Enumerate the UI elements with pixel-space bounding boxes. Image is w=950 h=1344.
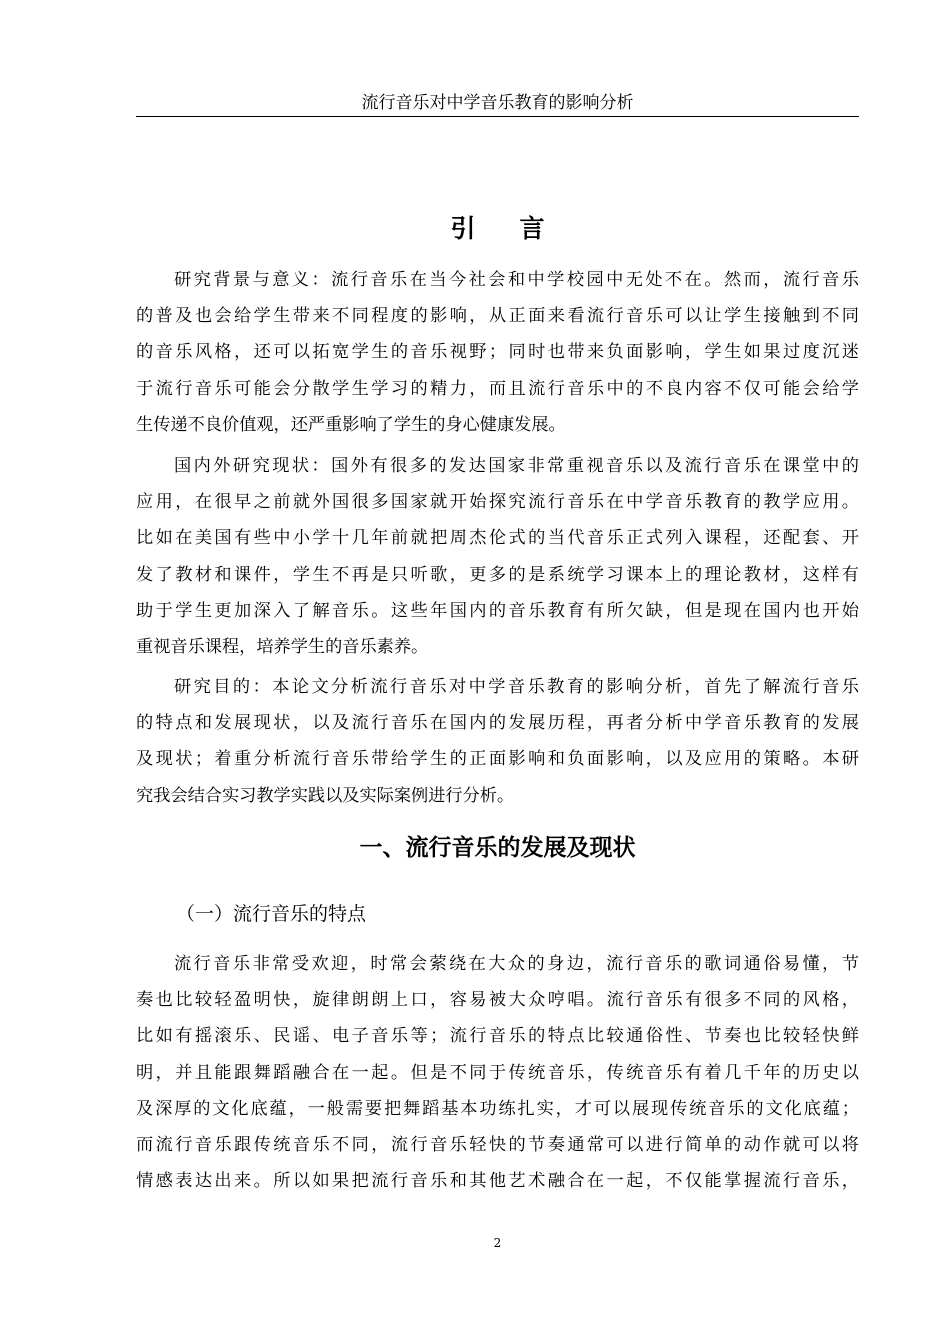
- paragraph-line: 应用，在很早之前就外国很多国家就开始探究流行音乐在中学音乐教育的教学应用。: [136, 492, 859, 513]
- paragraph-line: 奏也比较轻盈明快，旋律朗朗上口，容易被大众哼唱。流行音乐有很多不同的风格，: [136, 990, 859, 1011]
- paragraph-line: 发了教材和课件，学生不再是只听歌，更多的是系统学习课本上的理论教材，这样有: [136, 564, 859, 585]
- paragraph-line: 比如有摇滚乐、民谣、电子音乐等；流行音乐的特点比较通俗性、节奏也比较轻快鲜: [136, 1026, 859, 1047]
- paragraph-line: 于流行音乐可能会分散学生学习的精力，而且流行音乐中的不良内容不仅可能会给学: [136, 378, 859, 399]
- chapter-title: 一、流行音乐的发展及现状: [359, 835, 636, 861]
- paragraph-line: 研究目的：本论文分析流行音乐对中学音乐教育的影响分析，首先了解流行音乐: [174, 677, 859, 697]
- paragraph-line: 助于学生更加深入了解音乐。这些年国内的音乐教育有所欠缺，但是现在国内也开始: [136, 600, 859, 621]
- paragraph-line: 生传递不良价值观，还严重影响了学生的身心健康发展。: [136, 414, 566, 435]
- intro-paragraph-research-status: [136, 448, 859, 665]
- section-title: （一）流行音乐的特点: [176, 903, 367, 925]
- running-header: 流行音乐对中学音乐教育的影响分析: [136, 90, 859, 117]
- intro-paragraph-purpose: [136, 669, 859, 814]
- paragraph-line: 的特点和发展现状，以及流行音乐在国内的发展历程，再者分析中学音乐教育的发展: [136, 713, 859, 734]
- paragraph-line: 究我会结合实习教学实践以及实际案例进行分析。: [136, 785, 515, 806]
- paragraph-line: 而流行音乐跟传统音乐不同，流行音乐轻快的节奏通常可以进行简单的动作就可以将: [136, 1134, 859, 1155]
- paragraph-line: 重视音乐课程，培养学生的音乐素养。: [136, 636, 429, 657]
- paragraph-line: 及现状；着重分析流行音乐带给学生的正面影响和负面影响，以及应用的策略。本研: [136, 749, 859, 770]
- paragraph-line: 研究背景与意义：流行音乐在当今社会和中学校园中无处不在。然而，流行音乐: [174, 270, 859, 290]
- paragraph-line: 及深厚的文化底蕴，一般需要把舞蹈基本功练扎实，才可以展现传统音乐的文化底蕴；: [136, 1098, 859, 1119]
- paragraph-line: 情感表达出来。所以如果把流行音乐和其他艺术融合在一起，不仅能掌握流行音乐，: [136, 1171, 859, 1192]
- paragraph-line: 国内外研究现状：国外有很多的发达国家非常重视音乐以及流行音乐在课堂中的: [174, 456, 859, 476]
- paragraph-line: 明，并且能跟舞蹈融合在一起。但是不同于传统音乐，传统音乐有着几千年的历史以: [136, 1062, 859, 1083]
- paragraph-line: 的普及也会给学生带来不同程度的影响，从正面来看流行音乐可以让学生接触到不同: [136, 306, 859, 327]
- section-paragraph: [136, 946, 859, 1199]
- intro-paragraph-background: [136, 262, 859, 443]
- paragraph-line: 比如在美国有些中小学十几年前就把周杰伦式的当代音乐正式列入课程，还配套、开: [136, 528, 859, 549]
- page-number: 2: [493, 1236, 502, 1250]
- paragraph-line: 的音乐风格，还可以拓宽学生的音乐视野；同时也带来负面影响，学生如果过度沉迷: [136, 342, 859, 363]
- intro-title: 引言: [450, 214, 589, 243]
- paragraph-line: 流行音乐非常受欢迎，时常会萦绕在大众的身边，流行音乐的歌词通俗易懂，节: [174, 954, 859, 974]
